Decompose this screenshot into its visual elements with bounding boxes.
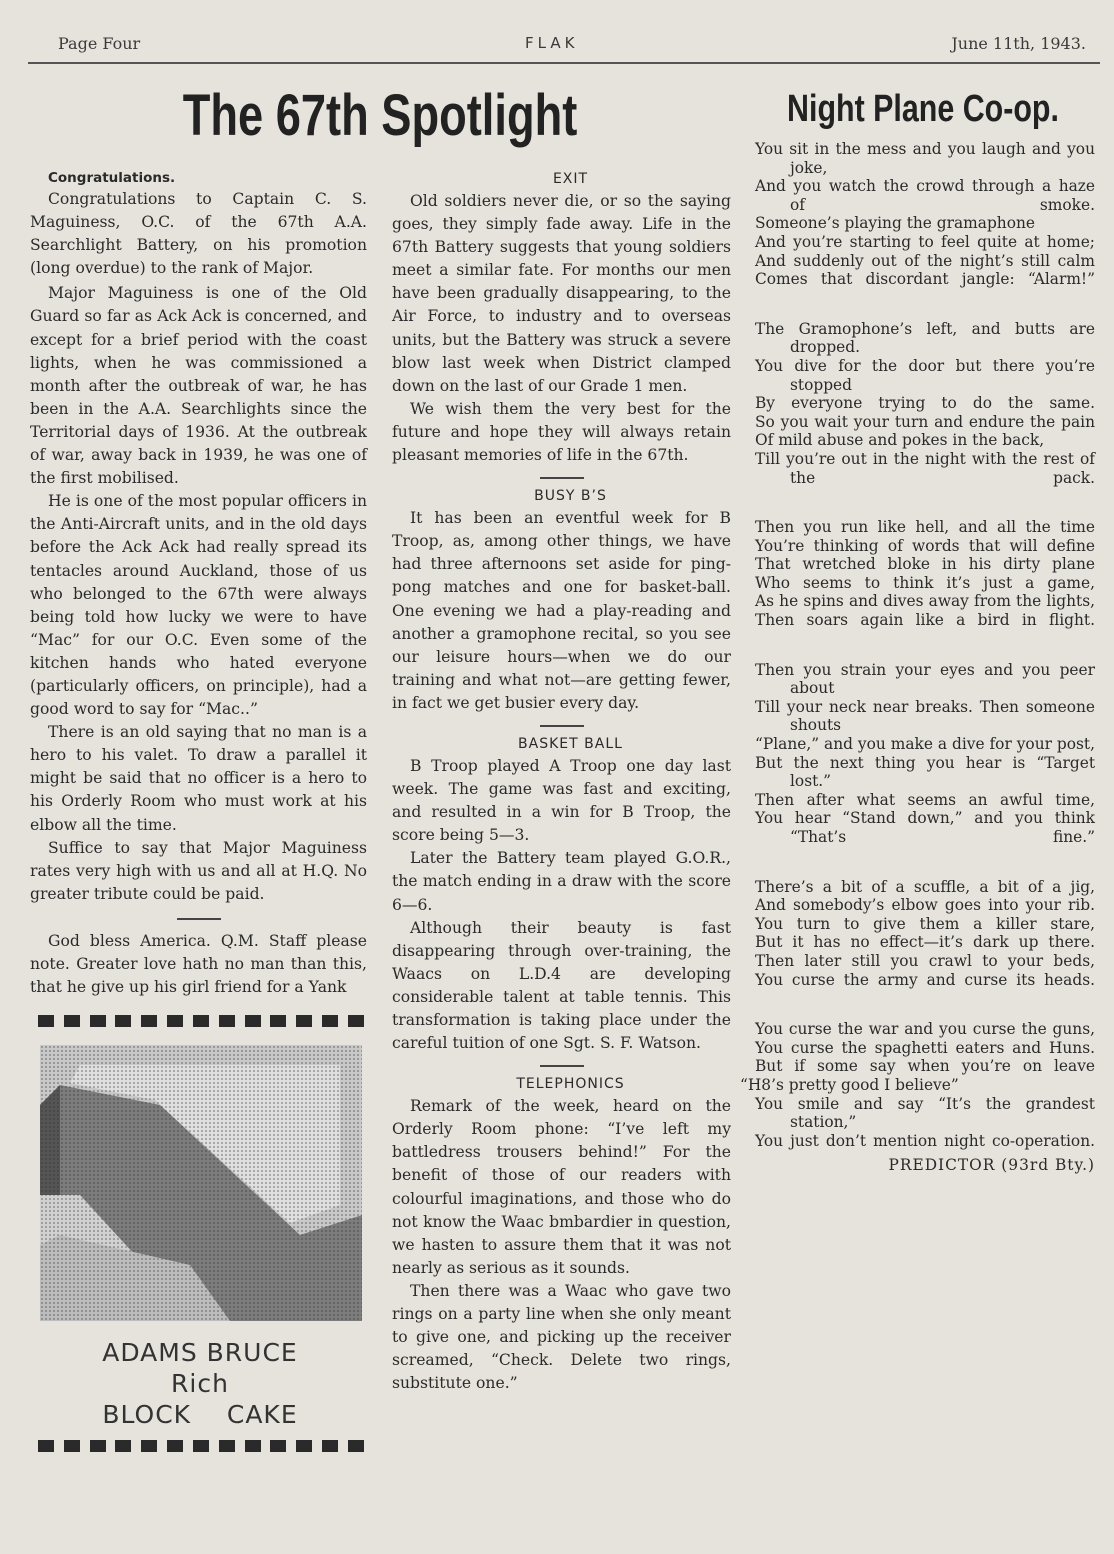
poem-line: You dive for the door but there you’re stopped [755,356,1095,394]
poem-stanza [755,518,1095,630]
poem-signature: PREDICTOR (93rd Bty.) [888,1156,1095,1175]
poem [740,140,1095,1190]
poem-line: You curse the war and you curse the guns, [755,1020,1095,1039]
poem-line: You’re thinking of words that will define [755,536,1095,555]
poem-line: Then after what seems an awful time, [755,790,1095,809]
issue-date: June 11th, 1943. [951,34,1086,53]
poem-stanza [740,1020,1095,1150]
divider [177,918,221,920]
poem-line: Then you strain your eyes and you peer about [755,660,1095,698]
paragraph: He is one of the most popular officers in the Anti-Aircraft units, and in the old days before the Ack Ack had really spread its tentacles around Auckland, those of us who belonged to the 67th were always being told how lucky we were to have “Mac” for our O.C. Even some of the kitchen hands who hated everyone (particularly officers, on principle), had a good word to say for “Mac..” [30,492,367,719]
poem-line: But it has no effect—it’s dark up there. [755,933,1095,952]
poem-title: Night Plane Co-op. [787,88,1059,130]
ad-border-bottom [38,1440,364,1452]
poem-stanza [755,878,1095,990]
paragraph: Major Maguiness is one of the Old Guard so far as Ack Ack is concerned, and except for a brief period with the coast lights, when he was commissioned a month after the outbreak of war, he has been in the A.A. Searchlights since the Territorial days of 1936. At the outbreak of war, away back in 1939, he was one of the first mobilised. [30,284,367,488]
column-middle [392,168,731,1395]
divider [540,1065,584,1067]
masthead: FLAK [525,34,579,52]
section-heading-telephonics: TELEPHONICS [516,1076,625,1093]
paragraph: Later the Battery team played G.O.R., the match ending in a draw with the score 6—6. [392,849,731,914]
spotlight-title: The 67th Spotlight [182,83,578,148]
paragraph: We wish them the very best for the future and hope they will always retain pleasant memories of life in the 67th. [392,399,731,465]
section-heading: Congratulations. [48,170,176,186]
poem-line: You hear “Stand down,” and you think “That’s fine.” [755,809,1095,846]
poem-line: You curse the spaghetti eaters and Huns. [755,1038,1095,1057]
poem-line: Of mild abuse and pokes in the back, [755,431,1045,450]
ad-border-top [38,1015,364,1027]
paragraph: Remark of the week, heard on the Orderly Room phone: “I’ve left my battledress trousers behind!” For the benefit of those of our readers with colourful imaginations, and those who do not know the Waac bmbardier in question, we hasten to assure them that it was not nearly as serious as it sounds. [392,1097,731,1277]
poem-line: You just don’t mention night co-operation. [755,1131,1095,1150]
poem-line: And suddenly out of the night’s still calm [755,251,1095,270]
poem-line: Comes that discordant jangle: “Alarm!” [755,270,1095,289]
page-number: Page Four [58,34,141,53]
ad-caption [30,1337,370,1430]
paragraph: Old soldiers never die, or so the saying goes, they simply fade away. Life in the 67th Battery suggests that young soldiers meet a similar fate. For months our men have been gradually disappearing, to the Air Force, to industry and to overseas units, but the Battery was struck a severe blow last week when District clamped down on the last of our Grade 1 men. [392,192,731,395]
poem-stanza [755,320,1095,487]
poem-line: And somebody’s elbow goes into your rib. [755,896,1095,915]
poem-line: Then soars again like a bird in flight. [755,611,1095,630]
ad-brand: ADAMS BRUCE [102,1338,298,1368]
poem-line: As he spins and dives away from the lights, [755,592,1095,611]
paragraph: Congratulations to Captain C. S. Maguiness, O.C. of the 67th A.A. Searchlight Battery, on his promotion (long overdue) to the rank of Major. [30,190,367,278]
advertisement [30,1015,367,1452]
poem-line: Then you run like hell, and all the time [755,518,1095,537]
paragraph: It has been an eventful week for B Troop, as, among other things, we have had three afternoons set aside for ping-pong matches and one for basket-ball. One evening we had a play-reading and another a gramophone recital, so you see our leisure hours—when we do our training and what not—are getting fewer, in fact we get busier every day. [392,509,731,712]
poem-line: But the next thing you hear is “Target lost.” [755,753,1095,791]
poem-line: There’s a bit of a scuffle, a bit of a jig, [755,877,1095,896]
poem-line: Who seems to think it’s just a game, [755,573,1095,592]
poem-line: Till your neck near breaks. Then someone shouts [755,697,1095,735]
header-rule [28,62,1100,64]
poem-line: So you wait your turn and endure the pain [755,412,1095,431]
section-heading-basket-ball: BASKET BALL [518,735,623,752]
poem-line: But if some say when you’re on leave [755,1057,1095,1076]
section-heading-busy-bs: BUSY B’S [534,488,607,505]
paragraph: Suffice to say that Major Maguiness rates very high with us and all at H.Q. No greater tribute could be paid. [30,838,367,903]
poem-line: You turn to give them a killer stare, [755,914,1095,933]
poem-line: That wretched bloke in his dirty plane [755,555,1095,574]
poem-stanza [755,661,1095,847]
poem-line: The Gramophone’s left, and butts are dropped. [755,319,1095,357]
cake-photo [40,1045,362,1321]
poem-line: Till you’re out in the night with the rest of the pack. [755,449,1095,487]
column-left [30,168,367,1452]
poem-line: “Plane,” and you make a dive for your post, [755,735,1095,754]
poem-line: Someone’s playing the gramaphone [755,214,1036,233]
poem-line: Then later still you crawl to your beds, [755,951,1095,970]
poem-line: You sit in the mess and you laugh and you joke, [755,140,1095,177]
poem-line: You smile and say “It’s the grandest station,” [755,1094,1095,1132]
poem-line: You curse the army and curse its heads. [755,970,1095,989]
paragraph: There is an old saying that no man is a hero to his valet. To draw a parallel it might be said that no officer is a hero to his Orderly Room who must work at his elbow all the time. [30,723,367,834]
divider [540,725,584,727]
poem-line: And you’re starting to feel quite at home; [755,232,1095,251]
ad-adjective: Rich [171,1369,229,1399]
poem-stanza [755,140,1095,289]
poem-line: By everyone trying to do the same. [755,394,1095,413]
divider [540,477,584,479]
poem-line: “H8’s pretty good I believe” [740,1075,959,1094]
poem-line: And you watch the crowd through a haze of smoke. [755,177,1095,214]
paragraph: God bless America. Q.M. Staff please note. Greater love hath no man than this, that he give up his girl friend for a Yank [30,931,367,997]
ad-product: BLOCK CAKE [102,1400,298,1430]
section-heading-exit: EXIT [552,171,589,187]
paragraph: B Troop played A Troop one day last week. The game was fast and exciting, and resulted in a win for B Troop, the score being 5—3. [392,756,731,845]
paragraph: Then there was a Waac who gave two rings on a party line when she only meant to give one, and picking up the receiver screamed, “Check. Delete two rings, substitute one.” [392,1281,731,1393]
paragraph: Although their beauty is fast disappearing through over-training, the Waacs on L.D.4 are developing considerable talent at table tennis. This transformation is taking place under the careful tuition of one Sgt. S. F. Watson. [392,918,731,1053]
